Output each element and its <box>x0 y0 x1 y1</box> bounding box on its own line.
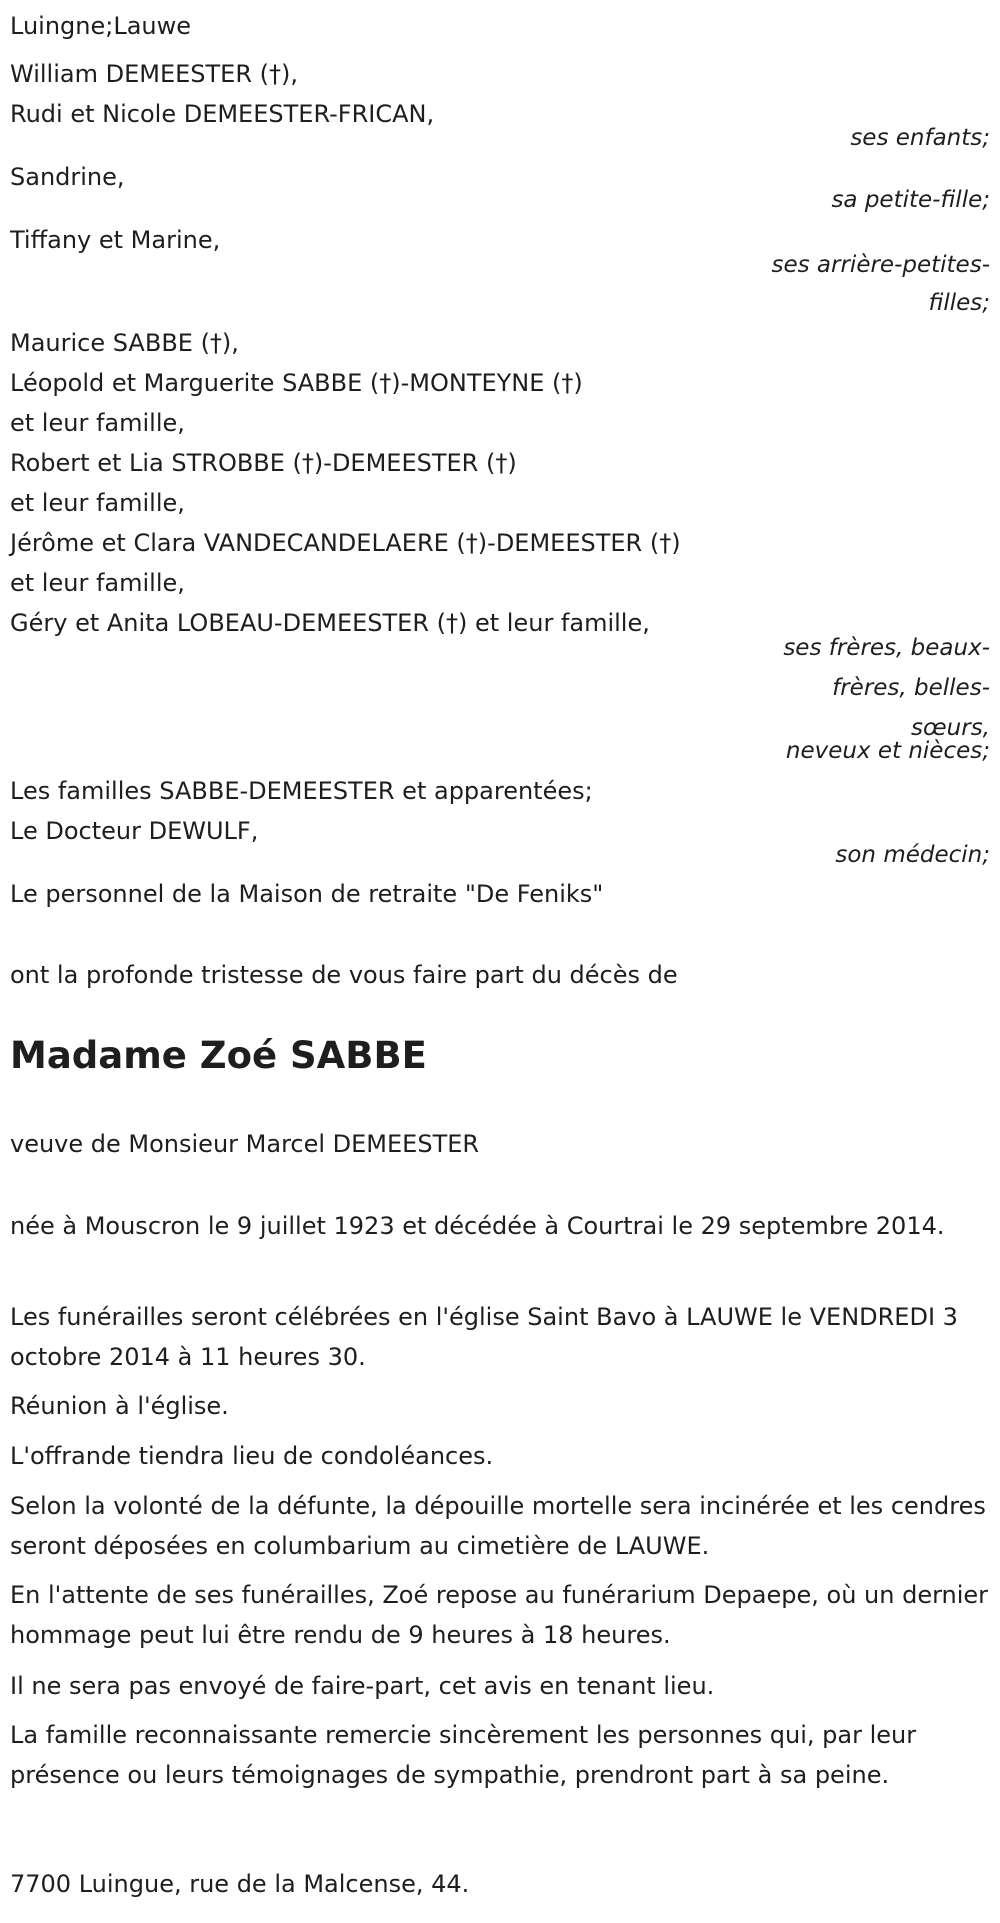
offering-paragraph: L'offrande tiendra lieu de condoléances. <box>10 1442 494 1470</box>
sibling-line-4: Robert et Lia STROBBE (†)-DEMEESTER (†) <box>10 449 517 477</box>
sibling-line-6: Jérôme et Clara VANDECANDELAERE (†)-DEMEESTER (†) <box>10 529 681 557</box>
doctor-line: Le Docteur DEWULF, <box>10 817 259 845</box>
no-cards-paragraph: Il ne sera pas envoyé de faire-part, cet avis en tenant lieu. <box>10 1672 715 1700</box>
granddaughter-relation: sa petite-fille; <box>831 187 990 213</box>
funeral-paragraph: Les funérailles seront célébrées en l'église Saint Bavo à LAUWE le VENDREDI 3 octobre 2014 à 11 heures 30. <box>10 1303 958 1371</box>
doctor-relation: son médecin; <box>835 842 990 868</box>
meeting-paragraph: Réunion à l'église. <box>10 1392 229 1420</box>
thanks-paragraph: La famille reconnaissante remercie sincèrement les personnes qui, par leur présence ou leurs témoignages de sympathie, prendront part à sa peine. <box>10 1721 917 1789</box>
sibling-line-1: Maurice SABBE (†), <box>10 329 239 357</box>
great-grandchildren-relation-2: filles; <box>928 290 990 316</box>
children-line-1: William DEMEESTER (†), <box>10 60 298 88</box>
children-relation: ses enfants; <box>850 125 990 151</box>
address-line: 7700 Luingue, rue de la Malcense, 44. <box>10 1870 470 1898</box>
sibling-line-5: et leur famille, <box>10 489 185 517</box>
siblings-relation-3: sœurs, <box>911 715 990 741</box>
sibling-line-7: et leur famille, <box>10 569 185 597</box>
birth-death-paragraph: née à Mouscron le 9 juillet 1923 et décédée à Courtrai le 29 septembre 2014. <box>10 1212 945 1240</box>
funerarium-paragraph: En l'attente de ses funérailles, Zoé repose au funérarium Depaepe, où un dernier hommage peut lui être rendu de 9 heures à 18 heures. <box>10 1581 989 1649</box>
great-grandchildren-line: Tiffany et Marine, <box>10 226 221 254</box>
deceased-name: Madame Zoé SABBE <box>10 1034 427 1077</box>
granddaughter-line: Sandrine, <box>10 163 125 191</box>
sibling-line-3: et leur famille, <box>10 409 185 437</box>
siblings-relation-2: frères, belles- <box>832 675 990 701</box>
cremation-paragraph: Selon la volonté de la défunte, la dépouille mortelle sera incinérée et les cendres seront déposées en columbarium au cimetière de LAUWE. <box>10 1492 986 1560</box>
location-header: Luingne;Lauwe <box>10 12 192 40</box>
sibling-line-8: Géry et Anita LOBEAU-DEMEESTER (†) et leur famille, <box>10 609 650 637</box>
intro-line: ont la profonde tristesse de vous faire part du décès de <box>10 961 678 989</box>
children-line-2: Rudi et Nicole DEMEESTER-FRICAN, <box>10 100 435 128</box>
great-grandchildren-relation-1: ses arrière-petites- <box>771 252 990 278</box>
families-line: Les familles SABBE-DEMEESTER et apparentées; <box>10 777 593 805</box>
staff-line: Le personnel de la Maison de retraite "De Feniks" <box>10 880 604 908</box>
siblings-relation-1: ses frères, beaux- <box>783 635 990 661</box>
siblings-relation-4: neveux et nièces; <box>785 738 990 764</box>
widow-line: veuve de Monsieur Marcel DEMEESTER <box>10 1130 480 1158</box>
sibling-line-2: Léopold et Marguerite SABBE (†)-MONTEYNE (†) <box>10 369 583 397</box>
